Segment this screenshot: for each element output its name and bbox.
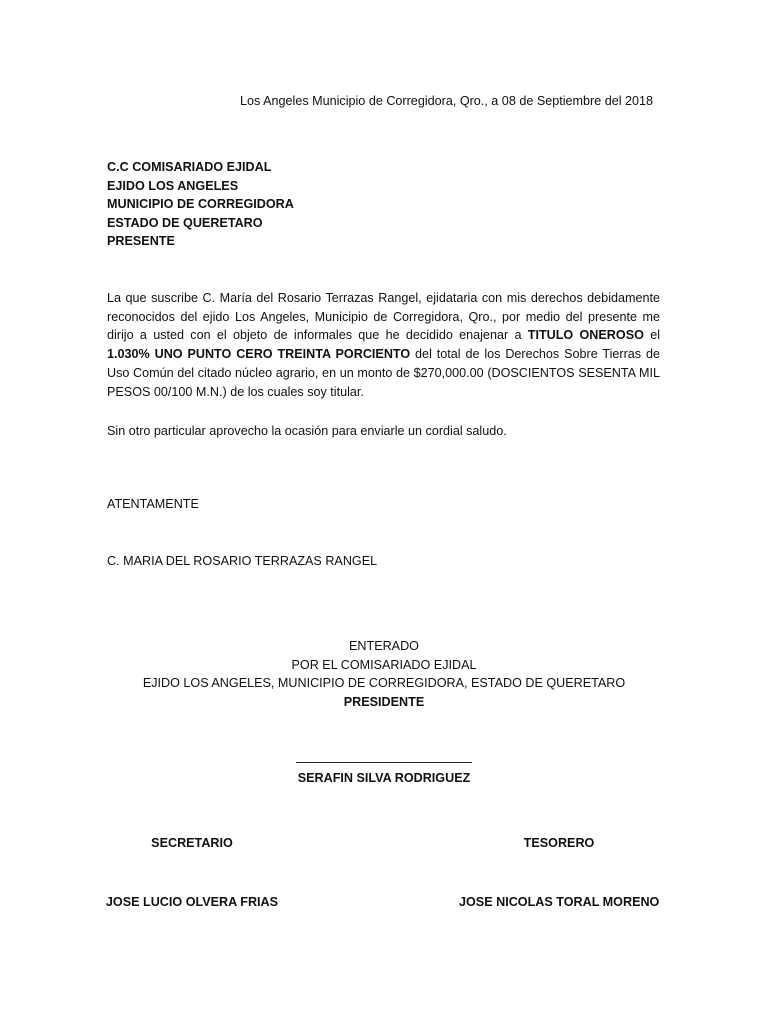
addressee-line: PRESENTE [107, 234, 175, 249]
enterado-block [0, 637, 768, 711]
president-name: SERAFIN SILVA RODRIGUEZ [297, 771, 471, 785]
signer-name: C. MARIA DEL ROSARIO TERRAZAS RANGEL [107, 554, 378, 568]
body-text: La que suscribe C. María del Rosario Terrazas Rangel, ejidataria con mis derechos debidamente reconocidos del ejido Los Angeles, Municipio de Corregidora, Qro., por medio del presente me dirijo a usted con el objeto de informales que he decidido enajenar a [107, 291, 660, 343]
tesorero-title: TESORERO [523, 836, 595, 850]
body-paragraph [107, 289, 660, 401]
tesorero-name: JOSE NICOLAS TORAL MORENO [459, 895, 660, 909]
signature-rule [296, 750, 472, 763]
secretario-title: SECRETARIO [151, 836, 233, 850]
closing-line: Sin otro particular aprovecho la ocasión para enviarle un cordial saludo. [107, 424, 507, 438]
addressee-line: ESTADO DE QUERETARO [107, 215, 263, 230]
body-bold-text: 1.030% UNO PUNTO CERO TREINTA PORCIENTO [107, 347, 411, 362]
addressee-block [107, 158, 294, 251]
body-text: del total de los Derechos Sobre Tierras de Uso Común del citado núcleo agrario, en un monto de $270,000.00 (DOSCIENTOS SESENTA MIL PESOS 00/100 M.N.) de los cuales soy titular. [107, 347, 660, 399]
enterado-line: EJIDO LOS ANGELES, MUNICIPIO DE CORREGIDORA, ESTADO DE QUERETARO [142, 676, 626, 691]
atentamente-label: ATENTAMENTE [107, 497, 199, 511]
president-title: PRESIDENTE [343, 694, 425, 709]
enterado-line: POR EL COMISARIADO EJIDAL [291, 657, 477, 672]
body-bold-text: TITULO ONEROSO [527, 328, 644, 343]
body-text: el [643, 328, 661, 343]
addressee-line: C.C COMISARIADO EJIDAL [107, 160, 272, 174]
signature-line [0, 750, 768, 768]
addressee-line: MUNICIPIO DE CORREGIDORA [107, 197, 294, 212]
date-line: Los Angeles Municipio de Corregidora, Qro., a 08 de Septiembre del 2018 [240, 94, 654, 108]
enterado-line: ENTERADO [349, 639, 419, 653]
addressee-line: EJIDO LOS ANGELES [107, 178, 239, 193]
secretario-name: JOSE LUCIO OLVERA FRIAS [105, 895, 279, 909]
